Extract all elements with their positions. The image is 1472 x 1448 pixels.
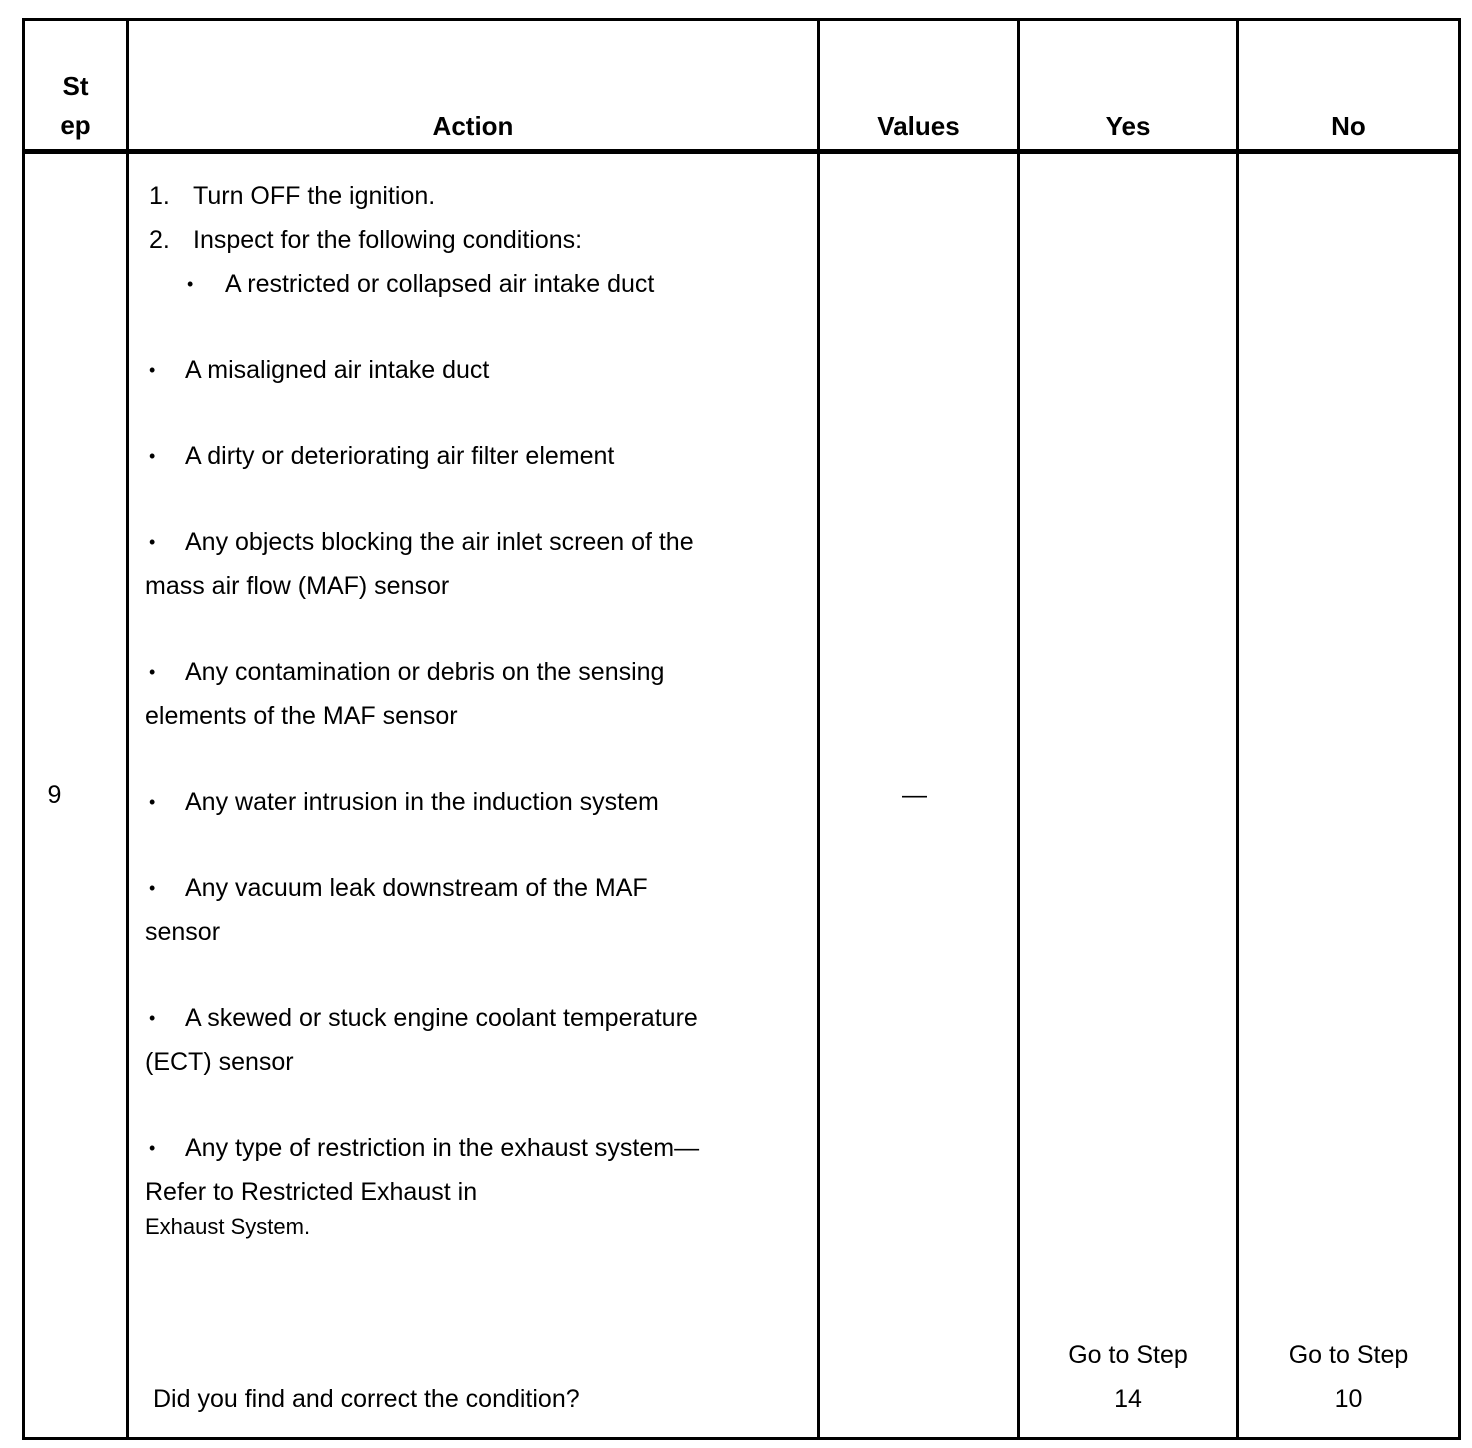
condition-text: A dirty or deteriorating air filter element (185, 442, 615, 470)
bullet-icon: • (149, 532, 156, 552)
no-goto-step: 10 (1334, 1385, 1363, 1413)
condition-item (145, 650, 725, 738)
bullet-icon: • (149, 878, 156, 898)
bullet-icon: • (149, 792, 156, 812)
values-text: — (902, 781, 927, 809)
header-yes-label: Yes (1105, 111, 1151, 141)
action-cell (128, 152, 819, 1439)
header-step-label: Step (60, 71, 91, 140)
condition-item (145, 780, 725, 824)
header-no-label: No (1331, 111, 1366, 141)
header-action (128, 20, 819, 152)
header-action-label: Action (432, 111, 514, 141)
yes-goto-label: Go to Step (1068, 1341, 1188, 1369)
no-cell (1238, 152, 1460, 1439)
table-row (24, 152, 1460, 1439)
bullet-icon: • (149, 360, 156, 380)
header-step (24, 20, 128, 152)
numbered-step-number: 1. (149, 182, 170, 210)
condition-item (145, 262, 725, 306)
bullet-icon: • (187, 274, 194, 294)
numbered-step (145, 174, 725, 218)
numbered-step-text: Inspect for the following conditions: (193, 226, 583, 254)
header-no (1238, 20, 1460, 152)
bullet-icon: • (149, 662, 156, 682)
condition-item (145, 996, 725, 1084)
condition-item (145, 1126, 725, 1244)
condition-text: Any vacuum leak downstream of the MAF sensor (145, 874, 648, 946)
condition-text: A restricted or collapsed air intake duct (225, 270, 655, 298)
bullet-icon: • (149, 1138, 156, 1158)
question-text: Did you find and correct the condition? (153, 1385, 580, 1413)
diagnostic-table (22, 18, 1461, 1440)
condition-text: Any objects blocking the air inlet screen of the mass air flow (MAF) sensor (145, 528, 694, 600)
action-content (145, 174, 725, 1244)
header-row (24, 20, 1460, 152)
no-goto-label: Go to Step (1288, 1341, 1409, 1369)
condition-item (145, 866, 725, 954)
header-values-label: Values (877, 111, 960, 141)
numbered-step (145, 218, 725, 262)
condition-text: A misaligned air intake duct (185, 356, 490, 384)
no-goto (1239, 1333, 1458, 1421)
exhaust-system-reference: Exhaust System. (145, 1214, 311, 1239)
step-number: 9 (47, 781, 62, 809)
condition-item (145, 348, 725, 392)
condition-item (145, 434, 725, 478)
step-cell (24, 152, 128, 1439)
condition-text: Any type of restriction in the exhaust system—Refer to Restricted Exhaust in (145, 1134, 700, 1206)
condition-text: Any water intrusion in the induction system (185, 788, 659, 816)
numbered-step-number: 2. (149, 226, 170, 254)
yes-goto-step: 14 (1114, 1385, 1142, 1413)
values-cell (819, 152, 1019, 1439)
condition-text: Any contamination or debris on the sensing elements of the MAF sensor (145, 658, 665, 730)
condition-text: A skewed or stuck engine coolant temperature (ECT) sensor (145, 1004, 698, 1076)
diagnostic-table-sheet (22, 18, 1458, 1440)
numbered-step-text: Turn OFF the ignition. (193, 182, 436, 210)
bullet-icon: • (149, 1008, 156, 1028)
header-yes (1019, 20, 1238, 152)
bullet-icon: • (149, 446, 156, 466)
yes-goto (1020, 1333, 1236, 1421)
yes-cell (1019, 152, 1238, 1439)
condition-item (145, 520, 725, 608)
header-values (819, 20, 1019, 152)
